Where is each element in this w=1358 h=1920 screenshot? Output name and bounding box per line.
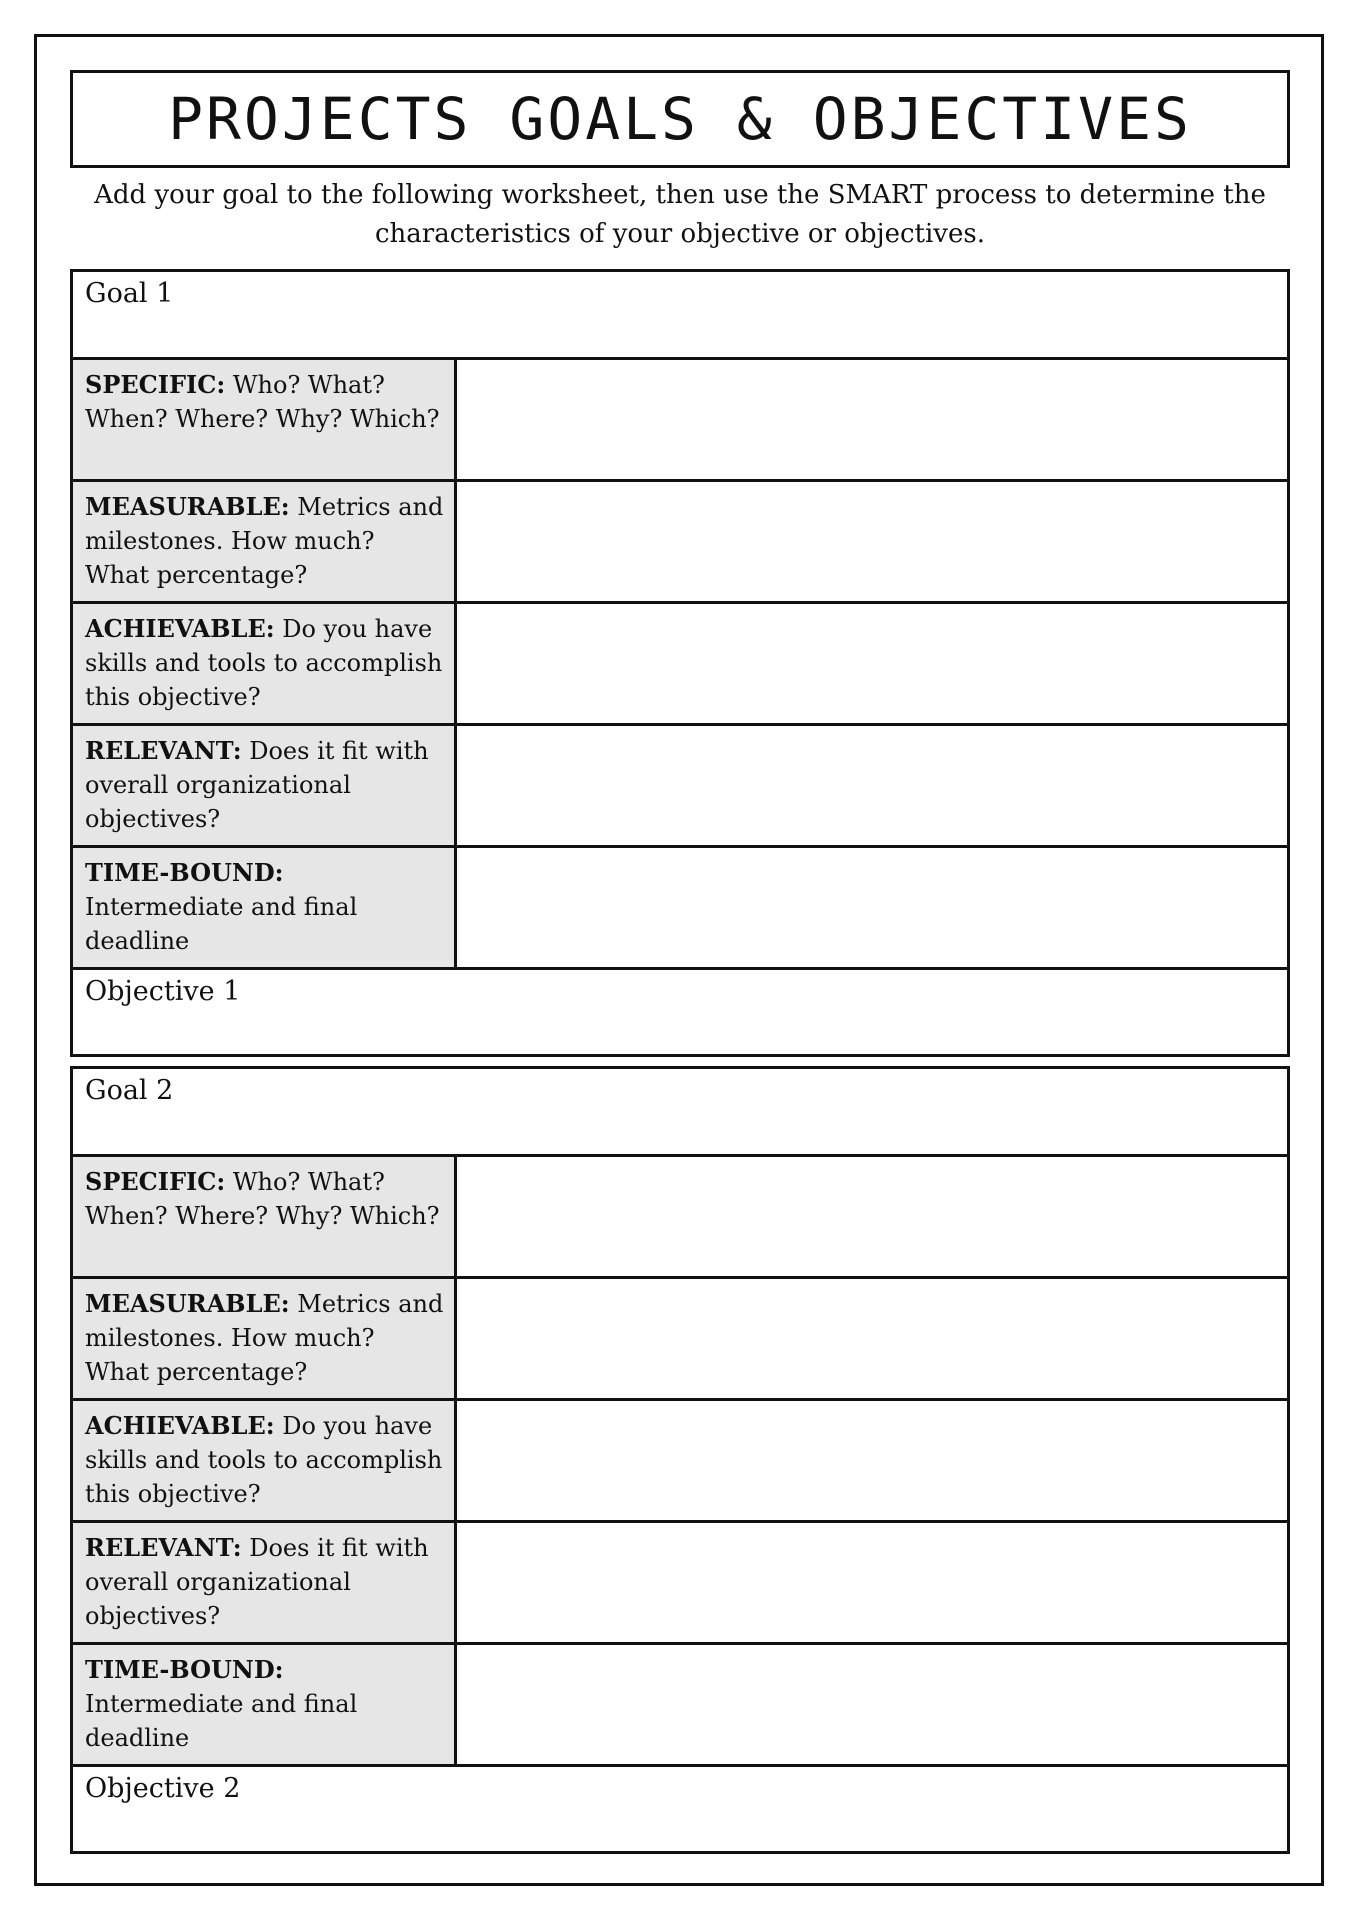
smart-desc: Intermediate and final deadline [85, 1690, 358, 1752]
smart-term: MEASURABLE: [85, 492, 290, 521]
specific-row-1 [73, 360, 1287, 482]
relevant-label-2 [73, 1523, 457, 1642]
objective-2-label: Objective 2 [85, 1773, 241, 1804]
smart-term: TIME-BOUND: [85, 1655, 284, 1684]
relevant-row-1 [73, 726, 1287, 848]
smart-desc: Who? What? When? Where? Why? Which? [85, 371, 440, 433]
time-bound-answer-field-1[interactable] [457, 848, 1287, 967]
time-bound-label-2 [73, 1645, 457, 1764]
measurable-answer-field-1[interactable] [457, 482, 1287, 601]
relevant-answer-field-1[interactable] [457, 726, 1287, 845]
smart-desc: Does it fit with overall organizational objectives? [85, 1534, 429, 1630]
smart-term: ACHIEVABLE: [85, 1411, 275, 1440]
smart-desc: Who? What? When? Where? Why? Which? [85, 1168, 440, 1230]
goal-1-label: Goal 1 [85, 278, 174, 309]
achievable-answer-field-2[interactable] [457, 1401, 1287, 1520]
time-bound-row-1 [73, 848, 1287, 970]
time-bound-answer-field-2[interactable] [457, 1645, 1287, 1764]
measurable-label-1 [73, 482, 457, 601]
specific-label-2 [73, 1157, 457, 1276]
objective-1-label: Objective 1 [85, 976, 241, 1007]
relevant-answer-field-2[interactable] [457, 1523, 1287, 1642]
measurable-label-2 [73, 1279, 457, 1398]
measurable-row-2 [73, 1279, 1287, 1401]
smart-desc: Do you have skills and tools to accomplish this objective? [85, 1412, 443, 1508]
smart-term: RELEVANT: [85, 736, 242, 765]
specific-label-1 [73, 360, 457, 479]
time-bound-row-2 [73, 1645, 1287, 1767]
goal-block-2 [70, 1066, 1290, 1854]
smart-desc: Metrics and milestones. How much? What percentage? [85, 493, 444, 589]
specific-answer-field-1[interactable] [457, 360, 1287, 479]
smart-desc: Metrics and milestones. How much? What percentage? [85, 1290, 444, 1386]
page-title: PROJECTS GOALS & OBJECTIVES [168, 85, 1192, 153]
smart-term: SPECIFIC: [85, 370, 226, 399]
smart-desc: Do you have skills and tools to accomplish this objective? [85, 615, 443, 711]
achievable-label-1 [73, 604, 457, 723]
achievable-label-2 [73, 1401, 457, 1520]
objective-2-field[interactable] [73, 1767, 1287, 1851]
goal-2-field[interactable] [73, 1069, 1287, 1157]
smart-term: ACHIEVABLE: [85, 614, 275, 643]
smart-term: TIME-BOUND: [85, 858, 284, 887]
achievable-answer-field-1[interactable] [457, 604, 1287, 723]
specific-answer-field-2[interactable] [457, 1157, 1287, 1276]
achievable-row-2 [73, 1401, 1287, 1523]
smart-term: MEASURABLE: [85, 1289, 290, 1318]
instructions-text: Add your goal to the following worksheet, then use the SMART process to determine the characteristics of your objective or objectives. [94, 180, 1266, 249]
time-bound-label-1 [73, 848, 457, 967]
goal-2-label: Goal 2 [85, 1075, 174, 1106]
relevant-label-1 [73, 726, 457, 845]
measurable-answer-field-2[interactable] [457, 1279, 1287, 1398]
smart-term: RELEVANT: [85, 1533, 242, 1562]
relevant-row-2 [73, 1523, 1287, 1645]
measurable-row-1 [73, 482, 1287, 604]
smart-term: SPECIFIC: [85, 1167, 226, 1196]
goal-1-field[interactable] [73, 272, 1287, 360]
title-box [70, 70, 1290, 168]
achievable-row-1 [73, 604, 1287, 726]
specific-row-2 [73, 1157, 1287, 1279]
objective-1-field[interactable] [73, 970, 1287, 1054]
smart-desc: Intermediate and final deadline [85, 893, 358, 955]
goal-block-1 [70, 269, 1290, 1057]
smart-desc: Does it fit with overall organizational objectives? [85, 737, 429, 833]
